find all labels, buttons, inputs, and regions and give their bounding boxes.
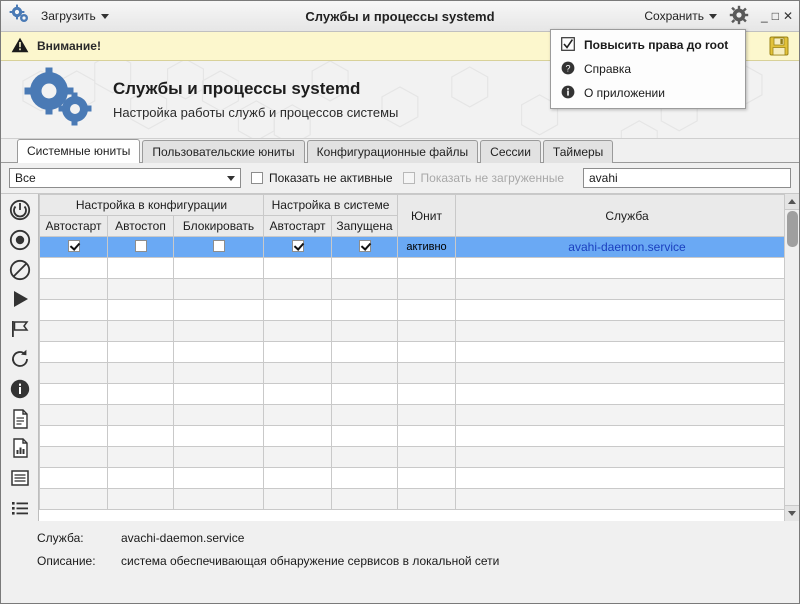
menu-item-label: Повысить права до root (584, 38, 729, 52)
cell-empty (264, 279, 332, 300)
table-header (40, 195, 799, 237)
cell-empty (108, 258, 174, 279)
info-icon[interactable] (7, 376, 33, 402)
table-row[interactable] (40, 363, 799, 384)
tab-system-units[interactable] (17, 139, 140, 163)
cell-sys-autostart[interactable] (264, 237, 332, 258)
side-toolbar (1, 194, 39, 521)
warning-triangle-icon (11, 37, 29, 56)
cell-empty (332, 258, 398, 279)
cell-empty (40, 405, 108, 426)
scroll-down-button[interactable] (785, 505, 799, 521)
column-header-sys-running[interactable]: Запущена (332, 216, 398, 237)
cell-empty (456, 258, 799, 279)
cell-empty (332, 489, 398, 510)
column-header-cfg-block[interactable]: Блокировать (174, 216, 264, 237)
cell-empty (264, 342, 332, 363)
cell-empty (264, 300, 332, 321)
warning-text: Внимание! (37, 39, 101, 53)
cell-empty (456, 447, 799, 468)
banner-title: Службы и процессы systemd (113, 79, 361, 98)
menu-item-about[interactable] (551, 81, 745, 105)
flag-icon[interactable] (7, 316, 33, 342)
chevron-down-icon (227, 176, 235, 181)
table-row[interactable] (40, 489, 799, 510)
scroll-up-button[interactable] (785, 194, 799, 210)
detail-service-row (37, 531, 799, 545)
checkbox-box[interactable] (135, 240, 147, 252)
triangle-up-icon (788, 199, 796, 204)
detail-description-value: система обеспечивающая обнаружение сервисов в локальной сети (121, 554, 500, 568)
cell-empty (40, 384, 108, 405)
cell-empty (332, 447, 398, 468)
cell-empty (264, 405, 332, 426)
cell-empty (398, 342, 456, 363)
cell-empty (456, 342, 799, 363)
cell-empty (332, 279, 398, 300)
title-bar (1, 1, 799, 32)
main-body (1, 193, 799, 521)
cell-empty (264, 321, 332, 342)
cell-empty (40, 300, 108, 321)
checkbox-box[interactable] (359, 240, 371, 252)
floppy-save-icon[interactable] (769, 36, 789, 59)
cell-empty (456, 363, 799, 384)
list-lines-icon[interactable] (7, 495, 33, 521)
cell-empty (398, 384, 456, 405)
cell-empty (40, 363, 108, 384)
cell-empty (40, 447, 108, 468)
checkbox-box[interactable] (292, 240, 304, 252)
cell-empty (108, 426, 174, 447)
cell-empty (264, 384, 332, 405)
cell-empty (174, 468, 264, 489)
cell-empty (398, 279, 456, 300)
checkbox-check-icon (561, 37, 575, 54)
cell-empty (108, 342, 174, 363)
window-controls (757, 11, 793, 21)
cell-empty (398, 300, 456, 321)
checkbox-box (403, 172, 415, 184)
vertical-scrollbar[interactable] (784, 194, 799, 521)
cell-empty (456, 384, 799, 405)
cell-empty (108, 363, 174, 384)
cell-empty (174, 258, 264, 279)
cell-empty (108, 300, 174, 321)
cell-empty (40, 489, 108, 510)
chevron-down-icon (101, 14, 109, 19)
tab-label: Конфигурационные файлы (316, 145, 469, 159)
cell-empty (174, 279, 264, 300)
record-stop-icon[interactable] (7, 227, 33, 253)
cell-empty (456, 405, 799, 426)
cell-empty (398, 258, 456, 279)
cell-empty (108, 489, 174, 510)
combobox-value: Все (15, 171, 36, 185)
title-bar-right (640, 5, 799, 28)
details-panel (1, 521, 799, 577)
cell-sys-running[interactable] (332, 237, 398, 258)
question-circle-icon (561, 61, 575, 78)
document-chart-icon[interactable] (7, 436, 33, 462)
cell-empty (264, 447, 332, 468)
power-start-icon[interactable] (7, 197, 33, 223)
table-row[interactable] (40, 405, 799, 426)
show-inactive-label: Показать не активные (269, 171, 393, 185)
units-table-container (39, 194, 799, 521)
tab-timers[interactable] (543, 140, 613, 163)
detail-service-label: Служба: (37, 531, 84, 545)
cell-empty (456, 468, 799, 489)
table-row[interactable] (40, 447, 799, 468)
table-row[interactable] (40, 384, 799, 405)
tab-label: Системные юниты (27, 144, 131, 158)
column-header-unit[interactable]: Юнит (398, 195, 456, 237)
cell-empty (174, 405, 264, 426)
search-input[interactable] (583, 168, 791, 188)
tab-config-files[interactable] (307, 140, 478, 163)
cell-empty (108, 468, 174, 489)
table-row[interactable] (40, 237, 799, 258)
banner-subtitle: Настройка работы служб и процессов системы (113, 105, 399, 120)
cell-empty (174, 384, 264, 405)
cell-empty (398, 405, 456, 426)
window-title: Службы и процессы systemd (305, 8, 495, 24)
menu-save-button[interactable] (640, 7, 721, 25)
cell-service-name[interactable]: avahi-daemon.service (456, 237, 799, 258)
cell-empty (174, 426, 264, 447)
cell-cfg-autostart[interactable] (40, 237, 108, 258)
cell-empty (398, 447, 456, 468)
table-row[interactable] (40, 300, 799, 321)
tab-bar (1, 139, 799, 163)
document-icon[interactable] (7, 406, 33, 432)
cell-empty (332, 363, 398, 384)
show-unloaded-label: Показать не загруженные (420, 171, 565, 185)
table-row[interactable] (40, 258, 799, 279)
cell-empty (332, 405, 398, 426)
settings-dropdown-menu[interactable] (550, 29, 746, 109)
cell-empty (40, 258, 108, 279)
gears-icon (23, 67, 95, 132)
cell-empty (456, 489, 799, 510)
cell-empty (332, 384, 398, 405)
gear-icon[interactable] (729, 5, 749, 28)
unit-type-combobox[interactable] (9, 168, 241, 188)
maximize-button[interactable]: □ (771, 9, 779, 23)
cell-empty (40, 426, 108, 447)
svg-text:?: ? (565, 62, 571, 73)
filter-bar (1, 163, 799, 193)
cell-empty (332, 426, 398, 447)
banner-text (113, 79, 398, 120)
cell-empty (332, 468, 398, 489)
cell-empty (40, 468, 108, 489)
menu-save-label: Сохранить (644, 9, 704, 23)
checkbox-box[interactable] (68, 240, 80, 252)
play-icon[interactable] (7, 286, 33, 312)
detail-description-row (37, 554, 799, 568)
list-box-icon[interactable] (7, 465, 33, 491)
chevron-down-icon (709, 14, 717, 19)
cell-empty (264, 426, 332, 447)
table-row[interactable] (40, 342, 799, 363)
tab-label: Сессии (490, 145, 531, 159)
cell-empty (108, 447, 174, 468)
cell-empty (174, 489, 264, 510)
tab-sessions[interactable] (480, 140, 541, 163)
cell-empty (398, 489, 456, 510)
menu-load-label: Загрузить (41, 9, 96, 23)
column-header-sys-autostart[interactable]: Автостарт (264, 216, 332, 237)
cell-empty (264, 258, 332, 279)
cell-empty (40, 321, 108, 342)
checkbox-box[interactable] (213, 240, 225, 252)
cell-empty (332, 342, 398, 363)
menu-item-help[interactable] (551, 57, 745, 81)
refresh-icon[interactable] (7, 346, 33, 372)
menu-item-elevate-root[interactable] (551, 33, 745, 57)
cell-empty (332, 300, 398, 321)
cell-empty (456, 300, 799, 321)
gears-icon (9, 4, 31, 29)
table-body (40, 237, 799, 510)
cell-empty (174, 321, 264, 342)
scrollbar-thumb[interactable] (787, 211, 798, 247)
tab-user-units[interactable] (142, 140, 304, 163)
info-circle-icon (561, 85, 575, 102)
cell-empty (108, 384, 174, 405)
tab-label: Таймеры (552, 145, 604, 159)
cell-empty (174, 300, 264, 321)
menu-load-button[interactable] (37, 7, 113, 25)
cell-empty (264, 363, 332, 384)
cell-unit-state: активно (398, 237, 456, 258)
cell-empty (332, 321, 398, 342)
cell-empty (398, 363, 456, 384)
table-row[interactable] (40, 279, 799, 300)
title-bar-left (1, 4, 113, 29)
menu-item-label: О приложении (584, 86, 665, 100)
cell-empty (174, 363, 264, 384)
column-header-cfg-autostart[interactable]: Автостарт (40, 216, 108, 237)
cell-empty (264, 489, 332, 510)
cell-empty (174, 447, 264, 468)
group-header-system: Настройка в системе (264, 195, 398, 216)
table-group-header-row (40, 195, 799, 216)
group-header-config: Настройка в конфигурации (40, 195, 264, 216)
show-unloaded-checkbox (403, 171, 564, 185)
table-row[interactable] (40, 321, 799, 342)
cell-empty (174, 342, 264, 363)
block-icon[interactable] (7, 257, 33, 283)
tab-label: Пользовательские юниты (152, 145, 295, 159)
table-row[interactable] (40, 426, 799, 447)
close-button[interactable]: ✕ (782, 9, 793, 23)
cell-cfg-block[interactable] (174, 237, 264, 258)
detail-service-value: avachi-daemon.service (121, 531, 245, 545)
cell-empty (398, 321, 456, 342)
table-row[interactable] (40, 468, 799, 489)
cell-empty (398, 468, 456, 489)
triangle-down-icon (788, 511, 796, 516)
column-header-service[interactable]: Служба (456, 195, 799, 237)
search-input-value: avahi (589, 171, 618, 185)
units-table (39, 194, 799, 510)
checkbox-box (251, 172, 263, 184)
cell-empty (40, 279, 108, 300)
cell-empty (40, 342, 108, 363)
detail-description-label: Описание: (37, 554, 96, 568)
cell-empty (108, 279, 174, 300)
cell-empty (398, 426, 456, 447)
cell-cfg-autostop[interactable] (108, 237, 174, 258)
minimize-button[interactable]: _ (761, 9, 768, 23)
cell-empty (456, 426, 799, 447)
cell-empty (264, 468, 332, 489)
cell-empty (108, 321, 174, 342)
cell-empty (456, 321, 799, 342)
menu-item-label: Справка (584, 62, 632, 76)
show-inactive-checkbox[interactable] (251, 171, 393, 185)
cell-empty (108, 405, 174, 426)
cell-empty (456, 279, 799, 300)
column-header-cfg-autostop[interactable]: Автостоп (108, 216, 174, 237)
